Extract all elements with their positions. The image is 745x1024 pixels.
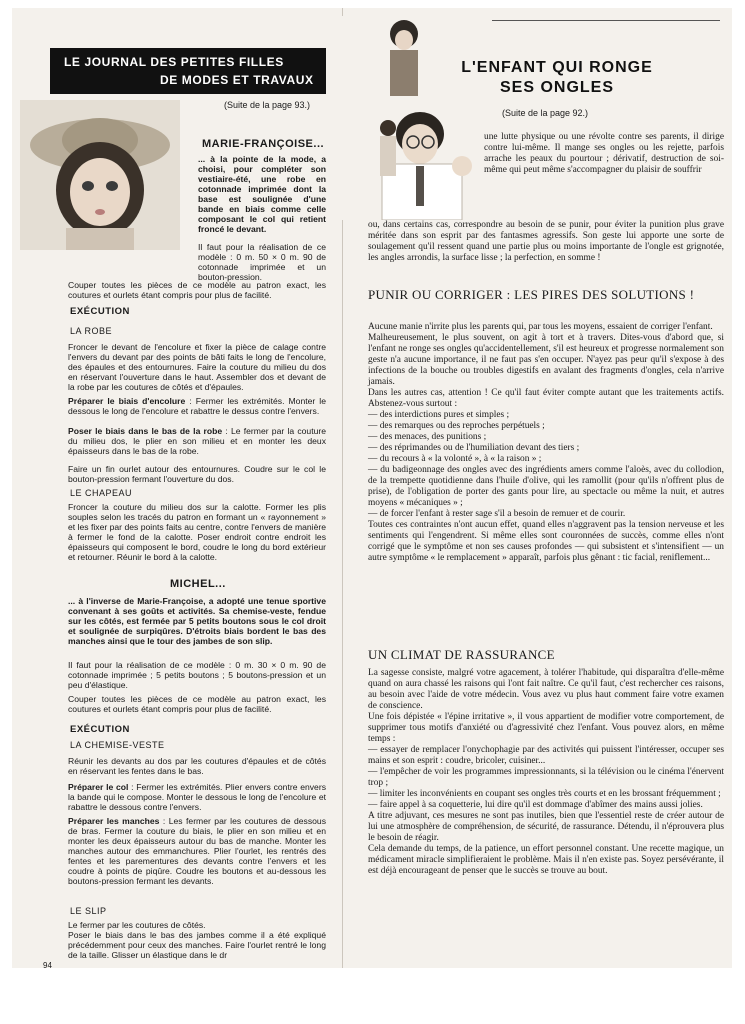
article-title-line-2: SES ONGLES [499,79,615,96]
intro-wrapped-paragraph: une lutte physique ou une révolte contre ses parents, il dirige contre lui-même. Il mange ses ongles ou les rejette, parfois arrache les peaux du pourtour ; dérivatif, destruction de soi-même qui peut même s'accompagner du plaisir de souffrir [484,132,724,175]
robe-paragraph-2-body: : Fermer les extrémités. Monter le dessous le long de l'encolure et rabattre le dessus contre l'envers. [68,396,326,416]
chemise-paragraph-1: Réunir les devants au dos par les coutures d'épaules et de côtés en réservant les fentes dans le bas. [68,756,326,776]
robe-paragraph-2-lead: Préparer le biais d'encolure [68,396,186,406]
chapeau-heading: LE CHAPEAU [70,488,133,498]
rassurance-list-item: — essayer de remplacer l'onychophagie par des activités qui puissent l'intéresser, occuper ses mains et son esprit : coudre, bricoler, cuisiner... [368,745,724,766]
execution-heading-1: EXÉCUTION [70,306,130,317]
michel-cutting: Couper toutes les pièces de ce modèle au patron exact, les coutures et ourlets étant compris pour plus de facilité. [68,694,326,714]
robe-paragraph-2 [68,396,326,416]
doll-girl-photo [20,100,180,250]
banner-line-1: LE JOURNAL DES PETITES FILLES [64,55,284,69]
punir-list-item: — du badigeonnage des ongles avec des ingrédients amers comme l'aloès, avec du collodion, de la trempette quotidienne dans l'huile d'olive, qui les ramollit (pour qu'ils n'offrent plus de prise), de l'obligation de porter des gants pour lire, au spectacle ou même la nuit, et autres moyens « mécaniques » ; [368,465,724,508]
michel-heading: MICHEL... [170,578,226,590]
continued-from-right: (Suite de la page 92.) [502,108,589,118]
michel-requirements: Il faut pour la réalisation de ce modèle : 0 m. 30 × 0 m. 90 de cotonnade imprimée ; 5 petits boutons ; 5 boutons-pression et un peu d'élastique. [68,660,326,690]
heading-punir-ou-corriger: PUNIR OU CORRIGER : LES PIRES DES SOLUTIONS ! [368,287,695,302]
doll-boy-photo [342,16,492,220]
marie-francoise-requirements: Il faut pour la réalisation de ce modèle : 0 m. 50 × 0 m. 90 de cotonnade imprimée et un bouton-pression. [198,242,326,282]
slip-heading: LE SLIP [70,906,107,916]
marie-francoise-cutting: Couper toutes les pièces de ce modèle au patron exact, les coutures et ourlets étant compris pour plus de facilité. [68,280,326,300]
doll-girl-illustration [20,100,180,250]
punir-list-item: — de forcer l'enfant à rester sage s'il a besoin de remuer et de courir. [368,509,626,519]
page-number: 94 [43,961,52,968]
chemise-paragraph-3-lead: Préparer les manches [68,816,160,826]
slip-paragraph-1: Le fermer par les coutures de côtés. [68,920,206,930]
rassurance-paragraph-1: La sagesse consiste, malgré votre agacement, à tolérer l'habitude, qui disparaîtra d'elle-même quand on aura chassé les raisons qui l'ont fait naître. Ce qu'il faut, c'est rechercher ces raisons, au besoin avec l'aide de votre médecin. Vous avez vu plus haut comment faire votre examen de conscience. [368,668,724,711]
chapeau-paragraph: Froncer la couture du milieu dos sur la calotte. Former les plis souples selon les tracés du patron en formant un « rayonnement » et les fixer par des points faits au centre, contre l'envers de manière à fermer le fond de la calotte. Poser endroit contre endroit les épaisseurs qui composent le bord, coudre le long du bord extérieur et retourner. Réunir le bord à la calotte. [68,502,326,562]
marie-francoise-heading: MARIE-FRANÇOISE... [202,138,325,150]
article-title-line-1: L'ENFANT QUI RONGE [461,59,653,76]
slip-paragraph-2: Poser le biais dans le bas des jambes comme il a été expliqué précédemment pour ceux des manches. Faire l'ourlet rentré le long de la taille. Glisser un élastique dans le dr [68,930,326,960]
chemise-paragraph-2-body: : Fermer les extrémités. Plier envers contre envers la bande qui le compose. Monter le dessous le long de l'encolure et rabattre le dessous contre l'envers. [68,782,326,812]
doll-boy-illustration [342,16,492,220]
chemise-paragraph-3 [68,816,326,886]
rassurance-list-item: — limiter les inconvénients en coupant ses ongles très courts et en les brossant fréquemment ; [368,789,721,799]
robe-paragraph-3-lead: Poser le biais dans le bas de la robe [68,426,223,436]
robe-paragraph-3-body: : Le fermer par la couture du milieu dos, le plier en son milieu et en monter les deux épaisseurs dans le bas de la robe. [68,426,327,456]
rassurance-list-item: — l'empêcher de voir les programmes impressionnants, si la télévision ou le cinéma l'énervent trop ; [368,767,724,788]
rassurance-paragraph-2: Une fois dépistée « l'épine irritative », il vous appartient de modifier votre comportement, de supprimer tous motifs d'anxiété ou d'agressivité chez l'enfant. Vous pouvez alors, en même temps : [368,712,724,744]
punir-list-item: — des remarques ou des reproches perpétuels ; [368,421,545,431]
punir-list-item: — du recours à « la volonté », à « la raison » ; [368,454,542,464]
marie-francoise-intro: ... à la pointe de la mode, a choisi, pour compléter son vestiaire-été, une robe en cotonnade imprimée dont la base est soulignée d'une bande en biais comme celle composant le col qui retient froncé le devant. [198,154,326,234]
punir-paragraph-3: Dans les autres cas, attention ! Ce qu'il faut éviter compte autant que les traitements actifs. Abstenez-vous surtout : [368,388,724,409]
chemise-paragraph-2 [68,782,326,812]
robe-paragraph-3 [68,426,326,456]
banner-line-2: DE MODES ET TRAVAUX [160,73,314,87]
rassurance-paragraph-4: Cela demande du temps, de la patience, un effort personnel constant. Une recette magique, un médicament miracle simplifieraient le problème. Mais il n'en existe pas. Soyez persévérante, il est déjà encourageant de penser que le succès se trouve au bout. [368,844,724,876]
punir-list-item: — des réprimandes ou de l'humiliation devant des tiers ; [368,443,580,453]
chemise-veste-heading: LA CHEMISE-VESTE [70,740,165,750]
robe-heading: LA ROBE [70,326,113,336]
intro-full-paragraph: ou, dans certains cas, correspondre au besoin de se punir, pour éviter la punition plus grave méritée dans son esprit par des fantasmes agressifs. Son geste lui apporte une sorte de soulagement qu'il ressent quand une partie plus ou moins importante de l'ongle est grignotée, les angles arrondis, la surface lisse ; la perfection, en somme ! [368,220,724,263]
section-banner [50,48,326,94]
article-title [442,58,672,98]
rassurance-paragraph-3: A titre adjuvant, ces mesures ne sont pas inutiles, bien que l'essentiel reste de créer autour de lui une atmosphère de compréhension, de sécurité, de rassurance. Détendu, il n'éprouvera plus le besoin de réagir. [368,811,724,843]
punir-list-item: — des menaces, des punitions ; [368,432,487,442]
punir-list-item: — des interdictions pures et simples ; [368,410,510,420]
robe-paragraph-1: Froncer le devant de l'encolure et fixer la pièce de calage contre l'envers du devant par des points de bâti faits le long de l'encolure, des épaules et des entournures. Faire la couture du milieu du dos en réservant l'ouverture dans le haut. Assembler dos et devant de la robe par les coutures de côtés et d'épaules. [68,342,326,392]
chemise-paragraph-2-lead: Préparer le col [68,782,129,792]
heading-climat-de-rassurance: UN CLIMAT DE RASSURANCE [368,647,555,662]
punir-paragraph-4: Toutes ces contraintes n'ont aucun effet, quand elles n'aggravent pas la tension nerveuse et les sentiments qui l'engendrent. Si même elles sont couronnées de succès, comme elles n'ont corrigé que le symptôme et non ses causes profondes — qui subsistent et s'intensifient — un autre symptôme « le remplacement » apparaît, parfois plus gênant : tic facial, reniflement... [368,520,724,563]
chemise-paragraph-3-body: : Les fermer par les coutures de dessous de bras. Fermer la couture du biais, le plier en son milieu et en monter les deux épaisseurs autour du bas de manche. Monter les manches autour des emmanchures. Plier l'ourlet, les rentrés des fentes et les parementures des devants contre l'envers et les coudre à points de piqûre. Coudre les boutons et au-dessous les boutons-pression fermant les devants. [68,816,326,886]
magazine-page [12,8,732,968]
michel-intro: ... à l'inverse de Marie-Françoise, a adopté une tenue sportive convenant à ses goûts et activités. Sa chemise-veste, fendue sur les côtés, est fermée par 5 petits boutons sous le col droit et soulignée de surpiqûres. D'étroits biais bordent le bas des manches ainsi que le tour des jambes de son slip. [68,596,326,646]
robe-paragraph-4: Faire un fin ourlet autour des entournures. Coudre sur le col le bouton-pression fermant l'ouverture du dos. [68,464,326,484]
punir-paragraph-2: Malheureusement, le plus souvent, on agit à tort et à travers. Dites-vous d'abord que, si l'enfant ne ronge ses ongles qu'accidentellement, s'il est heureux et progresse normalement son geste n'a aucune importance, il ne faut pas s'en occuper. N'ayez pas peur qu'il s'expose à des infections de la bouche ou troubles digestifs en avalant des fragments d'ongles, cela n'arrive jamais. [368,333,724,387]
rassurance-list-item: — faire appel à sa coquetterie, lui dire qu'il est dommage d'abîmer des mains aussi jolies. [368,800,703,810]
continued-from-left: (Suite de la page 93.) [224,100,311,110]
execution-heading-2: EXÉCUTION [70,724,130,735]
punir-paragraph-1: Aucune manie n'irrite plus les parents qui, par tous les moyens, essaient de corriger l'enfant. [368,322,713,332]
